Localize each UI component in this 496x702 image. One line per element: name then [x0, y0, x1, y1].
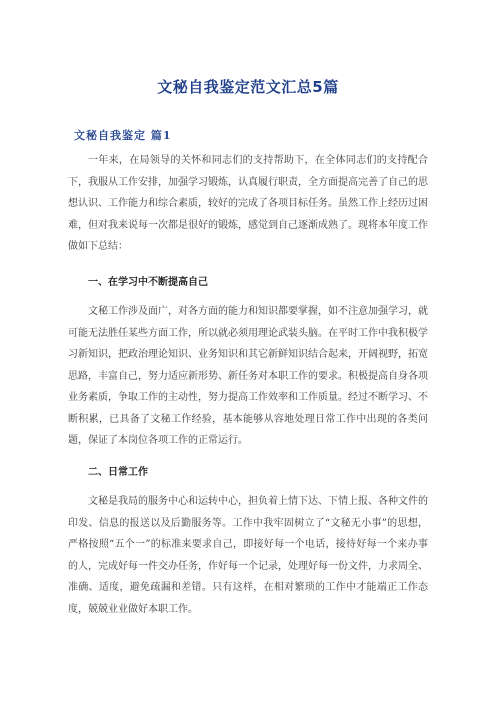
heading-study: 一、在学习中不断提高自己: [88, 277, 208, 288]
document-title: 文秘自我鉴定范文汇总5篇: [157, 78, 339, 96]
section-title: 文秘自我鉴定 篇1: [74, 129, 172, 142]
paragraph-study: 文秘工作涉及面广，对各方面的能力和知识都要掌握，如不注意加强学习，就可能无法胜任某些方面工作，所以就必须用理论武装头脑。在平时工作中我积极学习新知识，把政治理论知识、业务知识和其它新鲜知识结合起来，开阔视野，拓宽思路，丰富自己，努力适应新形势、新任务对本职工作的要求。积极提高自身各项业务素质，争取工作的主动性，努力提高工作效率和工作质量。经过不断学习、不断积累，已具备了文秘工作经验，基本能够从容地处理日常工作中出现的各类问题，保证了本岗位各项工作的正常运行。: [68, 306, 428, 446]
intro-paragraph: 一年来，在局领导的关怀和同志们的支持帮助下，在全体同志们的支持配合下，我服从工作安排，加强学习锻炼，认真履行职责，全方面提高完善了自己的思想认识、工作能力和综合素质，较好的完成了各项目标任务。虽然工作上经历过困难，但对我来说每一次都是很好的锻炼，感觉到自己逐渐成熟了。现将本年度工作做如下总结：: [68, 155, 428, 252]
paragraph-daily-work: 文秘是我局的服务中心和运转中心，担负着上情下达、下情上报、各种文件的印发、信息的报送以及后勤服务等。工作中我牢固树立了“文秘无小事”的思想，严格按照“五个一”的标准来要求自己，即接好每一个电话，接待好每一个来办事的人，完成好每一件交办任务，作好每一个记录，处理好每一份文件，力求周全、准确、适度，避免疏漏和差错。只有这样，在相对繁琐的工作中才能端正工作态度，兢兢业业做好本职工作。: [68, 496, 428, 615]
heading-daily-work: 二、日常工作: [88, 467, 148, 478]
